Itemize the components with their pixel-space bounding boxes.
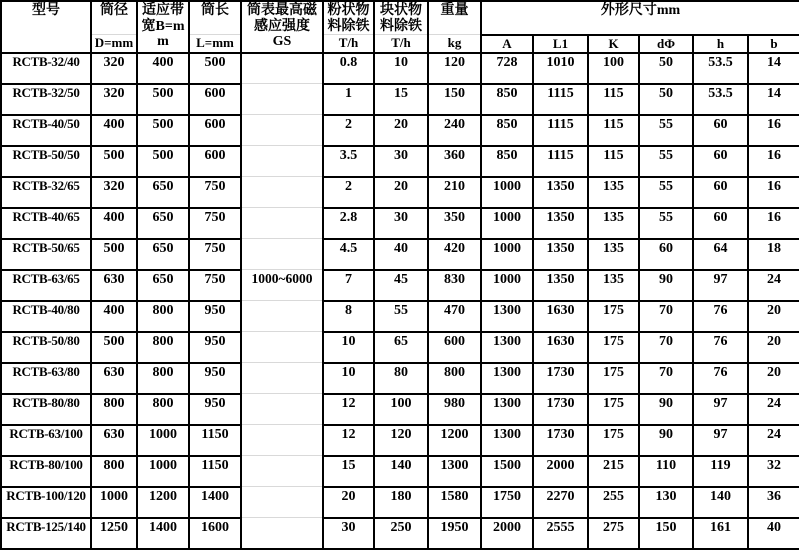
cell-model: RCTB-80/80 (1, 394, 91, 425)
cell-dim-k: 115 (588, 115, 639, 146)
cell-model: RCTB-40/50 (1, 115, 91, 146)
cell-gs (241, 425, 323, 456)
cell-powder: 3.5 (323, 146, 374, 177)
cell-dim-l1: 1350 (533, 208, 588, 239)
header-gs (241, 1, 323, 53)
cell-dim-b: 24 (748, 394, 799, 425)
cell-bandwidth: 500 (137, 115, 189, 146)
cell-length: 600 (189, 84, 241, 115)
cell-length: 750 (189, 239, 241, 270)
cell-dim-l1: 1350 (533, 239, 588, 270)
cell-dim-l1: 2555 (533, 518, 588, 549)
cell-diameter: 1250 (91, 518, 137, 549)
header-length-unit: L=mm (189, 35, 241, 53)
header-diameter-unit: D=mm (91, 35, 137, 53)
cell-diameter: 500 (91, 239, 137, 270)
cell-dim-l1: 1630 (533, 332, 588, 363)
cell-dim-l1: 1010 (533, 53, 588, 84)
cell-diameter: 400 (91, 115, 137, 146)
cell-dim-b: 16 (748, 115, 799, 146)
cell-bandwidth: 650 (137, 208, 189, 239)
cell-model: RCTB-63/65 (1, 270, 91, 301)
cell-diameter: 800 (91, 456, 137, 487)
cell-diameter: 320 (91, 53, 137, 84)
cell-dim-k: 215 (588, 456, 639, 487)
cell-diameter: 630 (91, 425, 137, 456)
cell-dim-d: 50 (639, 53, 693, 84)
header-gs-unit: GS (272, 34, 292, 50)
cell-powder: 2 (323, 177, 374, 208)
cell-dim-a: 1300 (481, 301, 533, 332)
cell-dim-l1: 1115 (533, 84, 588, 115)
cell-dim-k: 175 (588, 301, 639, 332)
cell-dim-d: 150 (639, 518, 693, 549)
cell-diameter: 400 (91, 301, 137, 332)
cell-dim-d: 55 (639, 177, 693, 208)
cell-weight: 240 (428, 115, 481, 146)
cell-bandwidth: 650 (137, 177, 189, 208)
header-dim-b: b (748, 35, 799, 53)
cell-gs (241, 487, 323, 518)
cell-diameter: 400 (91, 208, 137, 239)
cell-gs (241, 177, 323, 208)
header-weight-unit: kg (428, 35, 481, 53)
cell-dim-a: 1000 (481, 208, 533, 239)
table-row (1, 208, 799, 239)
cell-length: 750 (189, 177, 241, 208)
header-dim-d: dΦ (639, 35, 693, 53)
cell-gs (241, 115, 323, 146)
cell-dim-h: 97 (693, 270, 748, 301)
cell-dim-k: 115 (588, 84, 639, 115)
cell-dim-d: 60 (639, 239, 693, 270)
cell-dim-k: 135 (588, 239, 639, 270)
table-row (1, 239, 799, 270)
cell-weight: 120 (428, 53, 481, 84)
cell-gs (241, 363, 323, 394)
cell-model: RCTB-50/80 (1, 332, 91, 363)
cell-bandwidth: 800 (137, 332, 189, 363)
header-weight: 重量 (428, 1, 481, 35)
cell-dim-b: 20 (748, 363, 799, 394)
cell-dim-b: 24 (748, 270, 799, 301)
cell-block: 45 (374, 270, 428, 301)
cell-dim-d: 70 (639, 332, 693, 363)
cell-block: 80 (374, 363, 428, 394)
cell-powder: 1 (323, 84, 374, 115)
cell-dim-d: 55 (639, 146, 693, 177)
table-row (1, 270, 799, 301)
cell-dim-k: 175 (588, 425, 639, 456)
cell-dim-l1: 1350 (533, 270, 588, 301)
cell-dim-l1: 1730 (533, 394, 588, 425)
cell-dim-d: 50 (639, 84, 693, 115)
cell-gs (241, 394, 323, 425)
cell-block: 30 (374, 146, 428, 177)
header-bandwidth: 适应带宽B=mm (137, 1, 189, 53)
cell-dim-d: 90 (639, 425, 693, 456)
table-row (1, 363, 799, 394)
table-row (1, 487, 799, 518)
cell-dim-h: 53.5 (693, 84, 748, 115)
header-block: 块状物料除铁 (374, 1, 428, 35)
cell-dim-l1: 2000 (533, 456, 588, 487)
header-dimensions: 外形尺寸mm (481, 1, 799, 35)
cell-block: 140 (374, 456, 428, 487)
header-length: 筒长 (189, 1, 241, 35)
table-row (1, 53, 799, 84)
cell-weight: 800 (428, 363, 481, 394)
cell-dim-d: 55 (639, 115, 693, 146)
cell-dim-l1: 1350 (533, 177, 588, 208)
cell-model: RCTB-40/80 (1, 301, 91, 332)
cell-block: 40 (374, 239, 428, 270)
cell-dim-d: 70 (639, 301, 693, 332)
cell-gs (241, 208, 323, 239)
cell-model: RCTB-63/80 (1, 363, 91, 394)
cell-dim-l1: 1730 (533, 363, 588, 394)
cell-gs-value: 1000~6000 (241, 270, 323, 301)
table-row (1, 301, 799, 332)
cell-length: 950 (189, 332, 241, 363)
table-row (1, 518, 799, 549)
cell-diameter: 800 (91, 394, 137, 425)
cell-block: 20 (374, 115, 428, 146)
cell-diameter: 320 (91, 177, 137, 208)
header-row-units (1, 35, 799, 53)
cell-weight: 1950 (428, 518, 481, 549)
cell-powder: 7 (323, 270, 374, 301)
cell-dim-k: 175 (588, 363, 639, 394)
cell-dim-a: 850 (481, 84, 533, 115)
table-row (1, 456, 799, 487)
cell-length: 600 (189, 115, 241, 146)
cell-length: 1600 (189, 518, 241, 549)
cell-dim-a: 728 (481, 53, 533, 84)
cell-dim-l1: 2270 (533, 487, 588, 518)
header-gs-text: 筒表最高磁感应强度 (247, 3, 317, 34)
cell-block: 15 (374, 84, 428, 115)
cell-block: 120 (374, 425, 428, 456)
cell-dim-h: 60 (693, 208, 748, 239)
header-block-unit: T/h (374, 35, 428, 53)
cell-dim-a: 850 (481, 115, 533, 146)
cell-dim-k: 135 (588, 270, 639, 301)
cell-gs (241, 146, 323, 177)
cell-gs (241, 518, 323, 549)
cell-block: 55 (374, 301, 428, 332)
cell-dim-h: 76 (693, 301, 748, 332)
header-dim-a: A (481, 35, 533, 53)
cell-gs (241, 332, 323, 363)
table-row (1, 177, 799, 208)
table-row (1, 115, 799, 146)
cell-block: 100 (374, 394, 428, 425)
cell-bandwidth: 500 (137, 84, 189, 115)
cell-dim-d: 110 (639, 456, 693, 487)
cell-diameter: 500 (91, 146, 137, 177)
cell-dim-h: 76 (693, 363, 748, 394)
cell-powder: 20 (323, 487, 374, 518)
cell-dim-h: 76 (693, 332, 748, 363)
cell-weight: 150 (428, 84, 481, 115)
header-powder: 粉状物料除铁 (323, 1, 374, 35)
cell-dim-l1: 1730 (533, 425, 588, 456)
cell-bandwidth: 800 (137, 363, 189, 394)
cell-bandwidth: 1200 (137, 487, 189, 518)
cell-block: 30 (374, 208, 428, 239)
cell-gs (241, 84, 323, 115)
cell-dim-l1: 1115 (533, 146, 588, 177)
cell-weight: 600 (428, 332, 481, 363)
cell-length: 600 (189, 146, 241, 177)
cell-powder: 15 (323, 456, 374, 487)
cell-dim-b: 14 (748, 53, 799, 84)
cell-weight: 210 (428, 177, 481, 208)
cell-bandwidth: 800 (137, 394, 189, 425)
cell-length: 950 (189, 301, 241, 332)
cell-dim-k: 135 (588, 208, 639, 239)
cell-dim-h: 60 (693, 177, 748, 208)
cell-diameter: 320 (91, 84, 137, 115)
cell-gs (241, 239, 323, 270)
cell-dim-a: 850 (481, 146, 533, 177)
cell-powder: 2 (323, 115, 374, 146)
cell-length: 950 (189, 363, 241, 394)
cell-dim-k: 255 (588, 487, 639, 518)
cell-powder: 10 (323, 363, 374, 394)
cell-block: 10 (374, 53, 428, 84)
cell-dim-a: 1750 (481, 487, 533, 518)
cell-weight: 470 (428, 301, 481, 332)
cell-dim-h: 97 (693, 394, 748, 425)
cell-bandwidth: 650 (137, 239, 189, 270)
cell-dim-b: 20 (748, 332, 799, 363)
cell-dim-h: 119 (693, 456, 748, 487)
cell-diameter: 1000 (91, 487, 137, 518)
cell-powder: 30 (323, 518, 374, 549)
cell-weight: 1200 (428, 425, 481, 456)
cell-diameter: 630 (91, 270, 137, 301)
cell-bandwidth: 650 (137, 270, 189, 301)
cell-length: 1400 (189, 487, 241, 518)
cell-gs (241, 53, 323, 84)
cell-powder: 12 (323, 394, 374, 425)
cell-dim-a: 1300 (481, 332, 533, 363)
cell-model: RCTB-32/65 (1, 177, 91, 208)
cell-dim-b: 24 (748, 425, 799, 456)
cell-model: RCTB-63/100 (1, 425, 91, 456)
header-model: 型号 (1, 1, 91, 53)
cell-dim-a: 1000 (481, 270, 533, 301)
cell-dim-h: 64 (693, 239, 748, 270)
header-diameter: 筒径 (91, 1, 137, 35)
header-dim-h: h (693, 35, 748, 53)
cell-dim-b: 14 (748, 84, 799, 115)
cell-bandwidth: 1000 (137, 456, 189, 487)
cell-bandwidth: 400 (137, 53, 189, 84)
cell-length: 750 (189, 208, 241, 239)
cell-dim-d: 90 (639, 270, 693, 301)
cell-dim-h: 60 (693, 146, 748, 177)
cell-dim-a: 1300 (481, 425, 533, 456)
cell-block: 65 (374, 332, 428, 363)
cell-weight: 360 (428, 146, 481, 177)
cell-dim-k: 175 (588, 332, 639, 363)
cell-dim-h: 97 (693, 425, 748, 456)
cell-dim-k: 135 (588, 177, 639, 208)
cell-dim-h: 140 (693, 487, 748, 518)
cell-dim-k: 275 (588, 518, 639, 549)
cell-length: 1150 (189, 425, 241, 456)
cell-dim-d: 90 (639, 394, 693, 425)
header-row-main (1, 1, 799, 35)
cell-model: RCTB-80/100 (1, 456, 91, 487)
cell-dim-d: 130 (639, 487, 693, 518)
cell-model: RCTB-50/65 (1, 239, 91, 270)
cell-dim-k: 100 (588, 53, 639, 84)
cell-dim-b: 18 (748, 239, 799, 270)
cell-weight: 350 (428, 208, 481, 239)
cell-dim-b: 16 (748, 208, 799, 239)
cell-dim-b: 16 (748, 177, 799, 208)
cell-weight: 420 (428, 239, 481, 270)
cell-bandwidth: 500 (137, 146, 189, 177)
cell-model: RCTB-100/120 (1, 487, 91, 518)
cell-weight: 1300 (428, 456, 481, 487)
cell-dim-a: 1000 (481, 177, 533, 208)
header-powder-unit: T/h (323, 35, 374, 53)
cell-block: 250 (374, 518, 428, 549)
cell-dim-k: 115 (588, 146, 639, 177)
header-dim-k: K (588, 35, 639, 53)
cell-dim-a: 1000 (481, 239, 533, 270)
cell-diameter: 630 (91, 363, 137, 394)
cell-weight: 1580 (428, 487, 481, 518)
cell-weight: 980 (428, 394, 481, 425)
cell-dim-l1: 1630 (533, 301, 588, 332)
cell-dim-h: 161 (693, 518, 748, 549)
cell-powder: 8 (323, 301, 374, 332)
cell-length: 950 (189, 394, 241, 425)
cell-length: 1150 (189, 456, 241, 487)
cell-dim-a: 2000 (481, 518, 533, 549)
cell-model: RCTB-125/140 (1, 518, 91, 549)
cell-model: RCTB-32/40 (1, 53, 91, 84)
cell-dim-a: 1300 (481, 363, 533, 394)
cell-dim-h: 53.5 (693, 53, 748, 84)
cell-model: RCTB-50/50 (1, 146, 91, 177)
cell-powder: 4.5 (323, 239, 374, 270)
table-row (1, 332, 799, 363)
table-row (1, 84, 799, 115)
cell-model: RCTB-40/65 (1, 208, 91, 239)
cell-dim-b: 36 (748, 487, 799, 518)
cell-dim-d: 70 (639, 363, 693, 394)
header-dim-l1: L1 (533, 35, 588, 53)
cell-model: RCTB-32/50 (1, 84, 91, 115)
cell-dim-b: 40 (748, 518, 799, 549)
cell-diameter: 500 (91, 332, 137, 363)
cell-dim-k: 175 (588, 394, 639, 425)
cell-dim-b: 16 (748, 146, 799, 177)
table-body (1, 53, 799, 549)
cell-weight: 830 (428, 270, 481, 301)
cell-dim-b: 32 (748, 456, 799, 487)
table-row (1, 394, 799, 425)
cell-dim-h: 60 (693, 115, 748, 146)
cell-bandwidth: 1400 (137, 518, 189, 549)
cell-block: 20 (374, 177, 428, 208)
cell-dim-b: 20 (748, 301, 799, 332)
cell-powder: 2.8 (323, 208, 374, 239)
cell-length: 500 (189, 53, 241, 84)
cell-dim-a: 1500 (481, 456, 533, 487)
cell-gs (241, 456, 323, 487)
cell-powder: 0.8 (323, 53, 374, 84)
cell-block: 180 (374, 487, 428, 518)
cell-dim-d: 55 (639, 208, 693, 239)
cell-powder: 10 (323, 332, 374, 363)
table-row (1, 425, 799, 456)
cell-bandwidth: 800 (137, 301, 189, 332)
cell-powder: 12 (323, 425, 374, 456)
cell-bandwidth: 1000 (137, 425, 189, 456)
cell-dim-a: 1300 (481, 394, 533, 425)
cell-gs (241, 301, 323, 332)
cell-dim-l1: 1115 (533, 115, 588, 146)
table-row (1, 146, 799, 177)
cell-length: 750 (189, 270, 241, 301)
